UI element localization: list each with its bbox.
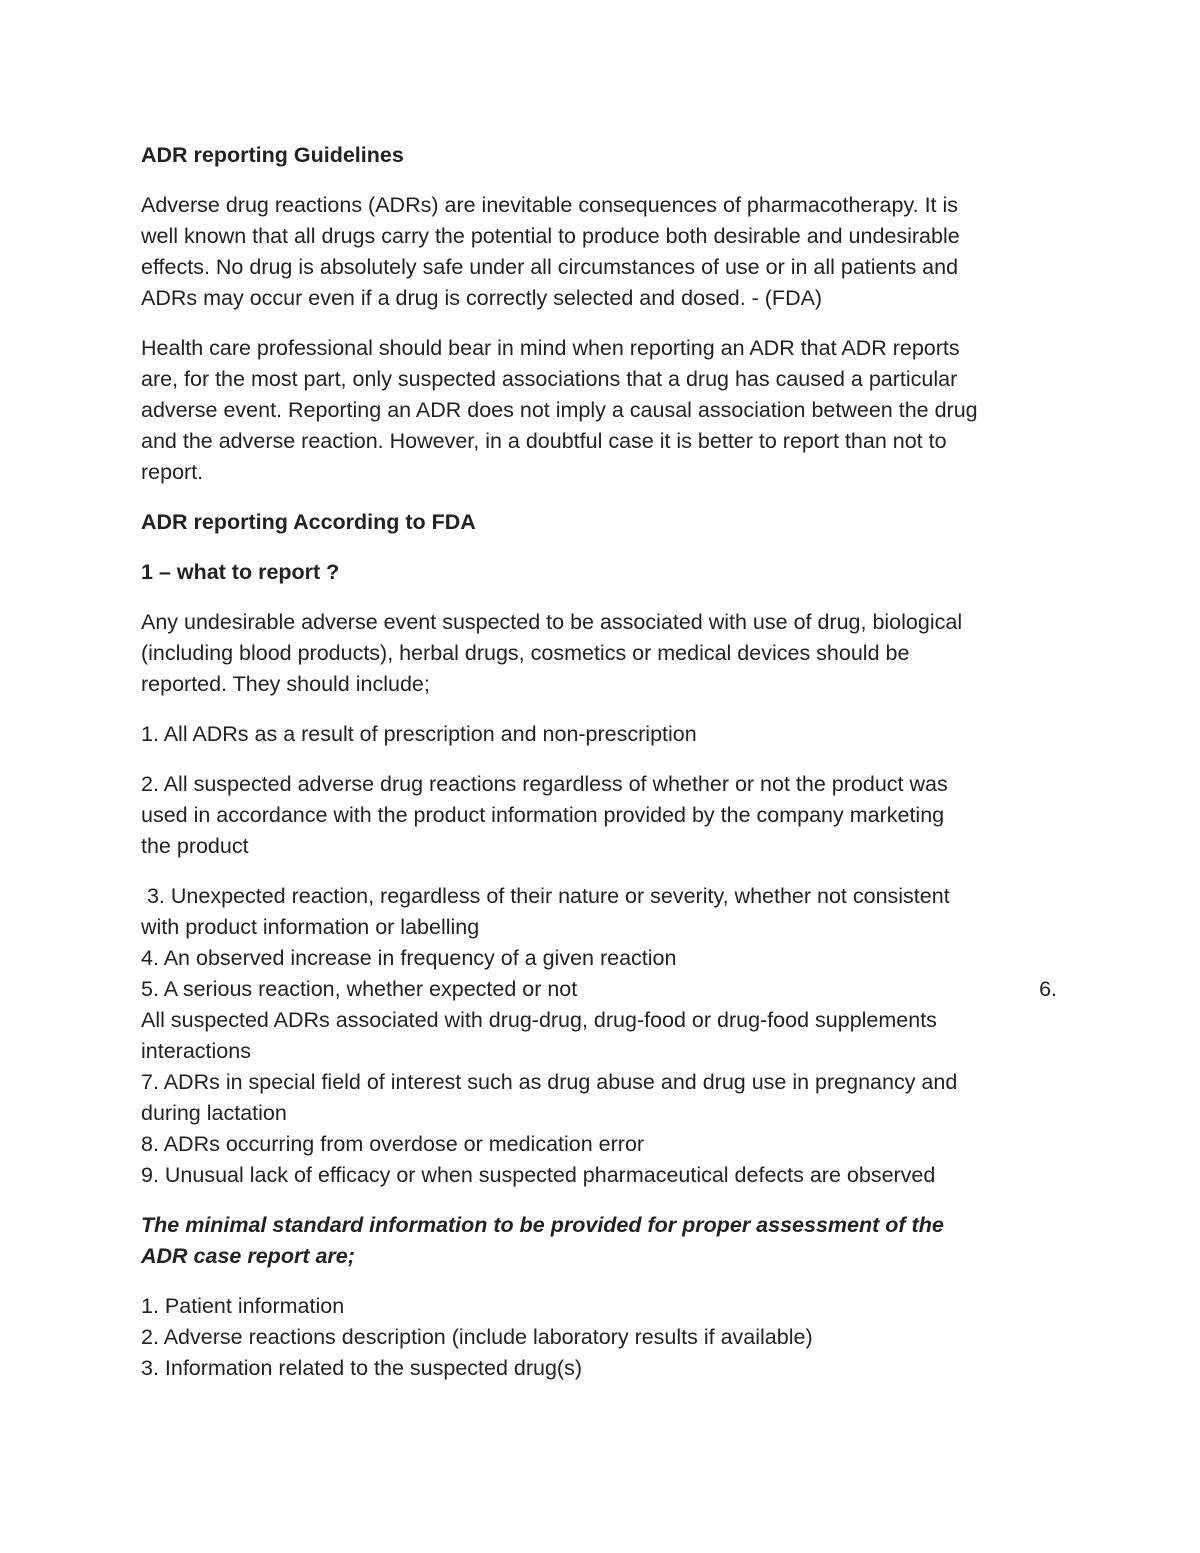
hcp-line: adverse event. Reporting an ADR does not imply a causal association between the drug xyxy=(141,398,978,422)
list-item-4: 4. An observed increase in frequency of a given reaction xyxy=(141,946,677,970)
page-title: ADR reporting Guidelines xyxy=(141,143,404,167)
item2-line: the product xyxy=(141,834,249,858)
section-heading: ADR reporting According to FDA xyxy=(141,510,476,534)
list-item-6-number: 6. xyxy=(1039,977,1057,1001)
list-item-9: 9. Unusual lack of efficacy or when suspected pharmaceutical defects are observed xyxy=(141,1163,936,1187)
item6-line: All suspected ADRs associated with drug-drug, drug-food or drug-food supplements xyxy=(141,1008,937,1032)
hcp-paragraph xyxy=(141,333,1061,488)
intro-line: Adverse drug reactions (ADRs) are inevitable consequences of pharmacotherapy. It is xyxy=(141,193,959,217)
any-line: reported. They should include; xyxy=(141,672,430,696)
hcp-line: are, for the most part, only suspected associations that a drug has caused a particular xyxy=(141,367,958,391)
hcp-line: and the adverse reaction. However, in a doubtful case it is better to report than not to xyxy=(141,429,947,453)
item6-line: interactions xyxy=(141,1039,251,1063)
any-line: Any undesirable adverse event suspected to be associated with use of drug, biological xyxy=(141,610,963,634)
any-line: (including blood products), herbal drugs, cosmetics or medical devices should be xyxy=(141,641,910,665)
intro-paragraph xyxy=(141,190,1061,314)
document-content xyxy=(141,140,1061,1384)
item3-line: with product information or labelling xyxy=(141,915,480,939)
list-item-2 xyxy=(141,769,1061,862)
intro-line: effects. No drug is absolutely safe under all circumstances of use or in all patients and xyxy=(141,255,959,279)
item3-line: 3. Unexpected reaction, regardless of their nature or severity, whether not consistent xyxy=(141,884,950,908)
item2-line: 2. All suspected adverse drug reactions regardless of whether or not the product was xyxy=(141,772,948,796)
minimal-line: ADR case report are; xyxy=(141,1244,355,1268)
list-item-8: 8. ADRs occurring from overdose or medication error xyxy=(141,1132,645,1156)
minimal-item: 3. Information related to the suspected drug(s) xyxy=(141,1356,582,1380)
minimal-list xyxy=(141,1291,1061,1384)
item2-line: used in accordance with the product information provided by the company marketing xyxy=(141,803,945,827)
minimal-item: 2. Adverse reactions description (include laboratory results if available) xyxy=(141,1325,813,1349)
hcp-line: report. xyxy=(141,460,204,484)
list-block xyxy=(141,881,1061,1191)
intro-line: well known that all drugs carry the potential to produce both desirable and undesirable xyxy=(141,224,960,248)
item7-line: 7. ADRs in special field of interest such as drug abuse and drug use in pregnancy and xyxy=(141,1070,958,1094)
list-item-5: 5. A serious reaction, whether expected or not xyxy=(141,977,578,1001)
minimal-line: The minimal standard information to be provided for proper assessment of the xyxy=(141,1213,944,1237)
minimal-item: 1. Patient information xyxy=(141,1294,345,1318)
intro-line: ADRs may occur even if a drug is correctly selected and dosed. - (FDA) xyxy=(141,286,823,310)
list-item-1: 1. All ADRs as a result of prescription and non-prescription xyxy=(141,722,697,746)
subheading-what-to-report: 1 – what to report ? xyxy=(141,560,340,584)
item7-line: during lactation xyxy=(141,1101,287,1125)
any-paragraph xyxy=(141,607,1061,700)
list-item-5-row xyxy=(141,974,1057,1005)
hcp-line: Health care professional should bear in mind when reporting an ADR that ADR reports xyxy=(141,336,960,360)
minimal-heading xyxy=(141,1210,1061,1272)
